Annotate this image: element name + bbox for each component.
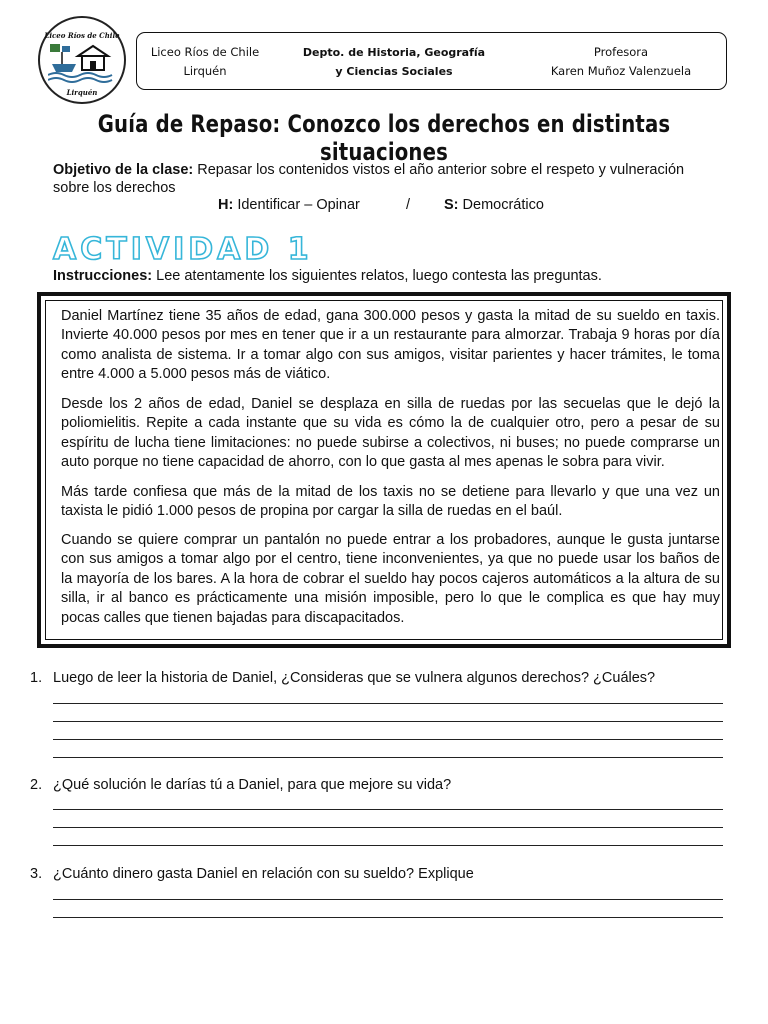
answer-line[interactable] xyxy=(53,899,723,900)
answer-line[interactable] xyxy=(53,739,723,740)
instructions-text: Lee atentamente los siguientes relatos, luego contesta las preguntas. xyxy=(152,268,602,284)
story-box xyxy=(37,292,731,648)
instructions xyxy=(53,267,733,285)
question-number: 1. xyxy=(30,670,43,686)
answer-line[interactable] xyxy=(53,757,723,758)
question-text: ¿Qué solución le darías tú a Daniel, para que mejore su vida? xyxy=(53,777,452,793)
page-title: Guía de Repaso: Conozco los derechos en distintas situaciones xyxy=(97,110,671,166)
answer-line[interactable] xyxy=(53,827,723,828)
logo-bottom-text: Lirquén xyxy=(66,88,98,97)
instructions-label: Instrucciones: xyxy=(53,268,153,284)
answer-line[interactable] xyxy=(53,721,723,722)
school-info xyxy=(145,43,265,81)
answer-line[interactable] xyxy=(53,917,723,918)
objective-text: Repasar los contenidos vistos el año anterior sobre el respeto y vulneración sobre los derechos xyxy=(53,162,685,196)
school-name: Liceo Ríos de Chile xyxy=(150,45,260,59)
story-paragraph: Desde los 2 años de edad, Daniel se desplaza en silla de ruedas por las secuelas que le dejó la poliomielitis. Repite a cada instante que su vida es cómo la de cualquier otro, pero a pesar de su espíritu de lucha tiene limitaciones: no puede subirse a colectivos, ni buses; no puede comprarse un auto porque no tiene capacidad de ahorro, con lo que gasta al mes apenas le sobra para vivir. xyxy=(61,396,720,471)
skill-s-label: S: xyxy=(444,197,459,213)
story-paragraph: Cuando se quiere comprar un pantalón no puede entrar a los probadores, aunque le gusta juntarse con sus amigos a tomar algo por el centro, tiene inconvenientes, ya que no puede usar los baños de la mayoría de los bares. A la hora de cobrar el sueldo hay pocos cajeros automáticos a la altura de su silla, ir al banco es prácticamente una misión imposible, pero lo que le complica es que hay muy pocas calles que tienen bajadas para discapacitados. xyxy=(61,532,720,626)
story-inner-frame xyxy=(45,300,723,640)
answer-line[interactable] xyxy=(53,845,723,846)
answer-line[interactable] xyxy=(53,703,723,704)
objective-label: Objetivo de la clase: xyxy=(53,162,194,178)
skill-h xyxy=(218,196,360,214)
story-paragraph: Más tarde confiesa que más de la mitad de los taxis no se detiene para llevarlo y que una vez un taxista le pidió 1.000 pesos de propina por cargar la silla de ruedas en el baúl. xyxy=(61,484,720,520)
question-number: 2. xyxy=(30,777,43,793)
school-logo xyxy=(38,16,126,104)
skill-h-label: H: xyxy=(218,197,234,213)
department-line-2: y Ciencias Sociales xyxy=(335,65,453,78)
skill-s xyxy=(444,196,544,214)
department-info xyxy=(289,43,499,81)
activity-heading: ACTIVIDAD 1 xyxy=(53,232,313,267)
skill-separator: / xyxy=(406,197,411,213)
teacher-info xyxy=(521,43,721,81)
skill-h-text: Identificar – Opinar xyxy=(233,197,360,213)
skill-s-text: Democrático xyxy=(458,197,544,213)
question-text: ¿Cuánto dinero gasta Daniel en relación con su sueldo? Explique xyxy=(53,866,474,882)
department-line-1: Depto. de Historia, Geografía xyxy=(302,46,486,59)
teacher-role: Profesora xyxy=(593,45,649,59)
house-boat-icon xyxy=(48,42,118,84)
answer-line[interactable] xyxy=(53,809,723,810)
class-objective xyxy=(53,161,723,197)
header-box xyxy=(136,32,727,90)
story-paragraph: Daniel Martínez tiene 35 años de edad, gana 300.000 pesos y gasta la mitad de su sueldo en taxis. Invierte 40.000 pesos por mes en tener que ir a un restaurante para almorzar. Trabaja 9 horas por día como analista de sistema. Ir a tomar algo con sus amigos, visitar parientes y hacer trámites, le toma entre 4.000 a 5.000 pesos más de viático. xyxy=(61,308,720,383)
question-number: 3. xyxy=(30,866,43,882)
teacher-name: Karen Muñoz Valenzuela xyxy=(550,64,692,78)
question-text: Luego de leer la historia de Daniel, ¿Consideras que se vulnera algunos derechos? ¿Cuáles? xyxy=(53,670,656,686)
logo-top-text: Liceo Ríos de Chile xyxy=(44,31,120,40)
school-town: Lirquén xyxy=(183,64,227,78)
